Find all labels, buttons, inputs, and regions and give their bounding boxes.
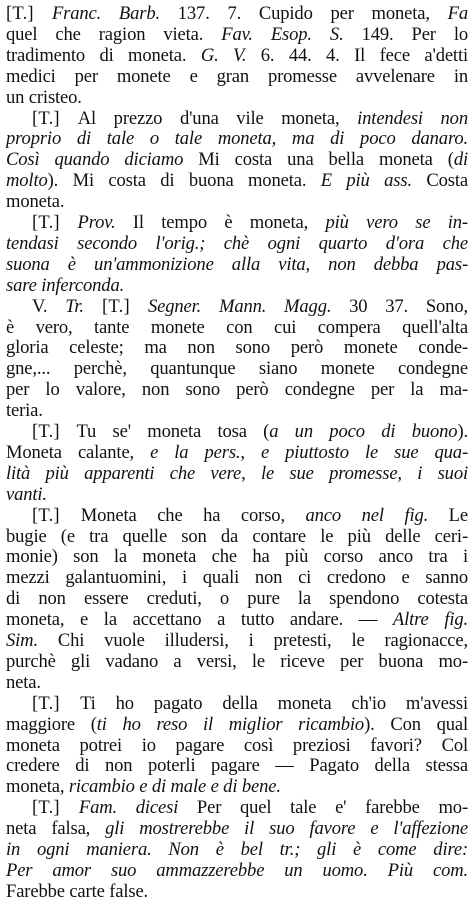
italic-text: anco nel fig.: [305, 504, 429, 526]
italic-text: vanti.: [6, 483, 47, 505]
italic-text: intendesi non: [357, 107, 468, 129]
source-tag: [T.]: [32, 504, 81, 526]
text-segment: Ti ho pagato della moneta ch'io m'avessi: [80, 692, 468, 714]
italic-text: gli mostrerebbe il suo favore e l'affezione: [105, 818, 468, 840]
text-segment: Il tempo è moneta,: [115, 212, 326, 233]
text-segment: neta.: [6, 671, 41, 693]
italic-text: Fa: [447, 3, 468, 24]
italic-text: molto: [6, 170, 48, 192]
text-segment: Moneta che ha corso,: [80, 504, 306, 526]
text-segment: V.: [32, 295, 66, 317]
italic-text: Altre fig.: [392, 609, 468, 631]
text-segment: gloria celeste; ma non sono però monete conde-: [6, 337, 468, 359]
text-segment: Farebbe carte false.: [6, 880, 149, 902]
text-segment: tradimento di moneta.: [6, 44, 201, 66]
text-line: [6, 880, 468, 904]
text-segment: Tu se' moneta tosa (: [76, 421, 270, 442]
text-segment: gne,... perchè, quantunque siano monete condegne: [6, 358, 468, 380]
text-segment: un cristeo.: [6, 86, 82, 108]
text-segment: ). Mi costa di buona moneta.: [47, 170, 321, 192]
text-segment: Moneta calante,: [6, 441, 151, 463]
text-segment: moneta potrei io pagare così preziosi favori? Col: [6, 734, 468, 756]
italic-text: Così quando diciamo: [6, 149, 184, 171]
text-segment: 30 37. Sono,: [331, 295, 468, 317]
text-segment: per lo valore, non sono però condegne per la ma-: [6, 379, 468, 401]
source-tag: [T.]: [32, 797, 79, 819]
italic-text: Fav. Esop.: [221, 23, 312, 45]
text-segment: teria.: [6, 400, 43, 422]
italic-text: Sim.: [6, 630, 38, 651]
text-segment: Al prezzo d'una vile moneta,: [77, 107, 358, 129]
source-tag: [T.]: [6, 3, 52, 24]
text-segment: 149. Per lo: [343, 23, 468, 45]
text-segment: Costa: [411, 170, 468, 192]
source-tag: [T.]: [32, 421, 77, 442]
text-segment: ).: [457, 421, 468, 442]
text-segment: bugie (e tra quelle son da contare le più delle ceri-: [6, 525, 468, 547]
italic-text: S.: [329, 23, 344, 45]
text-segment: [312, 24, 330, 45]
text-segment: neta falsa,: [6, 818, 106, 840]
text-segment: Mi costa una bella moneta (: [183, 149, 454, 171]
text-segment: purchè gli vadano a versi, le riceve per buona mo-: [6, 650, 468, 672]
source-tag: [T.]: [83, 295, 148, 317]
italic-text: ti ho reso il miglior ricambio: [96, 713, 365, 735]
text-segment: di non essere creduti, o pure la spendono cotesta: [6, 588, 468, 610]
text-segment: moneta.: [6, 191, 65, 213]
text-segment: medici per monete e gran promesse avvelenare in: [6, 65, 468, 87]
italic-text: di: [453, 149, 468, 171]
italic-text: Segner. Mann. Magg.: [148, 295, 332, 317]
italic-text: ricambio e di male e di bene.: [68, 776, 281, 798]
source-tag: [T.]: [32, 692, 81, 714]
text-segment: mezzi galantuomini, i quali non ci credono e sanno: [6, 567, 468, 589]
text-segment: monie) son la moneta che ha più corso anco tra i: [6, 546, 468, 568]
italic-text: E più ass.: [320, 170, 412, 192]
italic-text: Franc. Barb.: [51, 3, 160, 24]
italic-text: G. V.: [200, 44, 247, 66]
text-segment: Chi vuole illudersi, i pretesti, le ragionacce,: [37, 630, 468, 651]
text-segment: 137. 7. Cupido per moneta,: [159, 3, 448, 24]
italic-text: Per amor suo ammazzerebbe un uomo. Più com.: [6, 859, 468, 881]
italic-text: a un poco di buono: [269, 421, 458, 442]
text-segment: moneta,: [6, 776, 69, 798]
italic-text: Prov.: [77, 212, 116, 233]
italic-text: tendasi secondo l'orig.; chè ogni quarto d'ora che: [6, 232, 468, 254]
italic-text: e la pers., e piuttosto le sue qua-: [150, 441, 468, 463]
italic-text: più vero se in-: [325, 212, 468, 233]
italic-text: Fam. dicesi: [78, 797, 179, 819]
source-tag: [T.]: [32, 212, 78, 233]
italic-text: Tr.: [65, 295, 84, 317]
text-segment: moneta, e la accettano a tutto andare. —: [6, 609, 393, 631]
italic-text: proprio di tale o tale moneta, ma di poco danaro.: [6, 128, 468, 150]
italic-text: lità più apparenti che vere, le sue promesse, i suoi: [6, 462, 468, 484]
text-segment: 6. 44. 4. Il fece a'detti: [246, 44, 468, 66]
source-tag: [T.]: [32, 107, 78, 129]
text-segment: credere di non poterli pagare — Pagato della stessa: [6, 755, 468, 777]
text-segment: ). Con qual: [364, 713, 468, 735]
text-segment: maggiore (: [6, 713, 97, 735]
text-segment: è vero, tante monete con cui compera quell'alta: [6, 316, 468, 338]
text-segment: quel che ragion vieta.: [6, 23, 222, 45]
italic-text: sare inferconda.: [6, 274, 125, 296]
italic-text: suona è un'ammonizione alla vita, non debba pas-: [6, 253, 468, 275]
text-segment: Per quel tale e' farebbe mo-: [178, 797, 468, 819]
italic-text: in ogni maniera. Non è bel tr.; gli è come dire:: [6, 839, 468, 860]
text-segment: Le: [428, 504, 468, 526]
